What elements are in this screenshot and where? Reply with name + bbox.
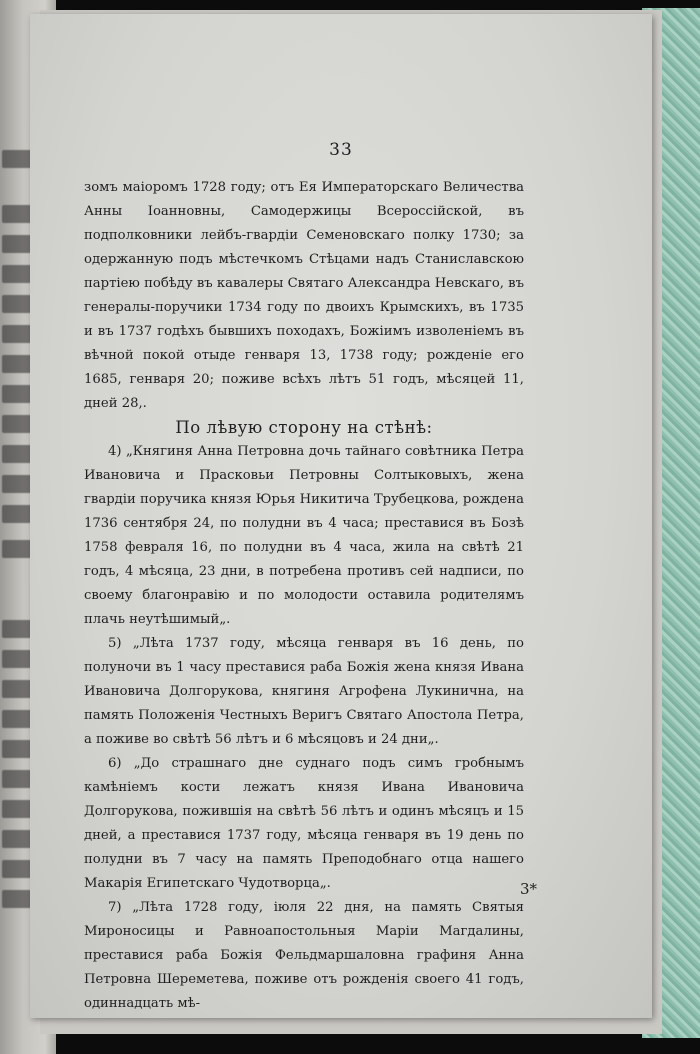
signature-mark: 3*	[520, 880, 538, 898]
paragraph-6: 6) „До страшнаго дне суднаго подъ симъ гробнымъ камѣніемъ кости лежатъ князя Ивана Ивановича Долгорукова, пожившія на свѣтѣ 56 лѣтъ и одинъ мѣсяцъ и 15 дней, а преставися 1737 году, мѣсяца генваря въ 19 день по полудни въ 7 часу на память Преподобнаго отца нашего Макарія Египетскаго Чудотворца„.	[84, 756, 524, 891]
paragraph-5: 5) „Лѣта 1737 году, мѣсяца генваря въ 16 день, по полуночи въ 1 часу преставися раба Божія жена князя Ивана Ивановича Долгорукова, княгиня Агрофена Лукинична, на память Положенія Честныхъ Веригъ Святаго Апостола Петра, а поживе во свѣтѣ 56 лѣтъ и 6 мѣсяцовъ и 24 дни„.	[84, 636, 524, 747]
paragraph-continuation: зомъ маіоромъ 1728 году; отъ Ея Императорскаго Величества Анны Іоанновны, Самодержицы Всероссійской, въ подполковники лейбъ-гвардіи Семеновскаго полку 1730; за одержанную подъ мѣстечкомъ Стѣцами надъ Станиславскою партіею побѣду въ кавалеры Святаго Александра Невскаго, въ генералы-поручики 1734 году по двоихъ Крымскихъ, въ 1735 и въ 1737 годѣхъ бывшихъ походахъ, Божіимъ изволеніемъ въ вѣчной покой отыде генваря 13, 1738 году; рожденіе его 1685, генваря 20; поживе всѣхъ лѣтъ 51 годъ, мѣсяцей 11, дней 28,.	[84, 180, 524, 411]
section-heading: По лѣвую сторону на стѣнѣ:	[175, 418, 433, 437]
paragraph-4: 4) „Княгиня Анна Петровна дочь тайнаго совѣтника Петра Ивановича и Прасковьи Петровны Солтыковыхъ, жена гвардіи поручика князя Юрья Никитича Трубецкова, рождена 1736 сентября 24, по полудни въ 4 часа; преставися въ Бозѣ 1758 февраля 16, по полудни въ 4 часа, жила на свѣтѣ 21 годъ, 4 мѣсяца, 23 дни, в потребена противъ сей надписи, по своему благонравію и по молодости оставила родителямъ плачь неутѣшимый„.	[84, 444, 524, 627]
paragraph-7: 7) „Лѣта 1728 году, іюля 22 дня, на память Святыя Мироносицы и Равноапостольныя Маріи Магдалины, преставися раба Божія Фельдмаршаловна графиня Анна Петровна Шереметева, поживе отъ рожденія своего 41 годъ, одиннадцать мѣ-	[84, 900, 524, 1011]
page-number: 33	[329, 140, 353, 160]
body-text	[84, 176, 524, 1016]
